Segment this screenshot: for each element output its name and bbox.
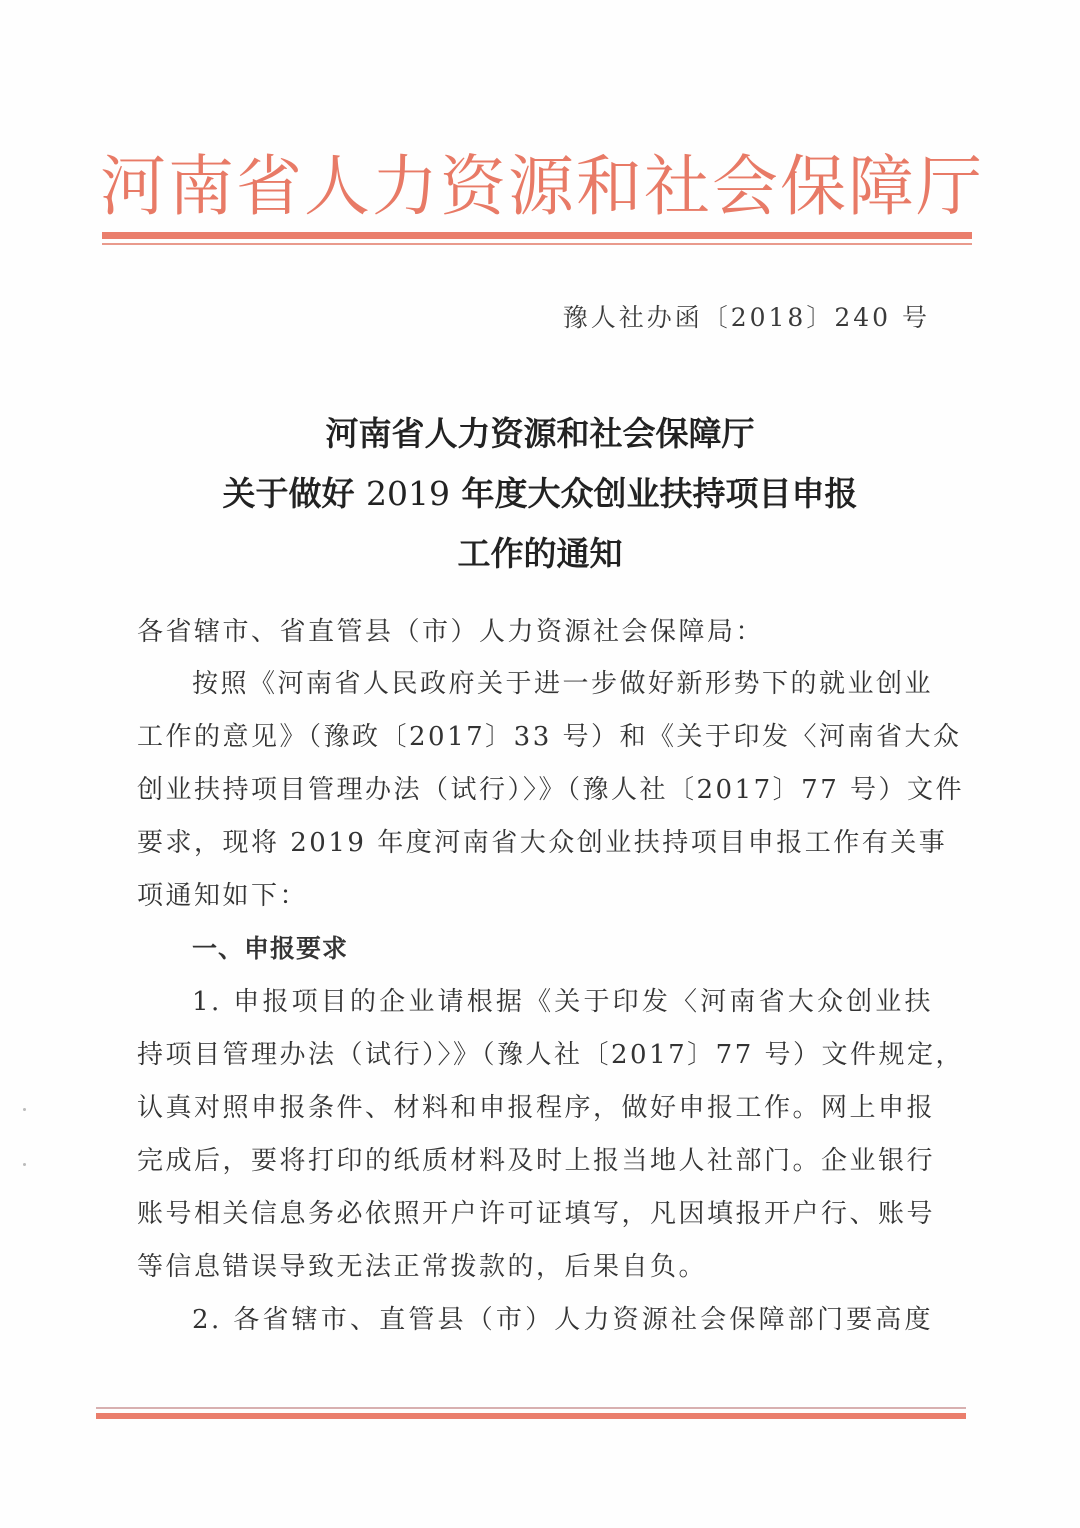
salutation: 各省辖市、省直管县（市）人力资源社会保障局： xyxy=(137,617,765,647)
section-1-heading: 一、申报要求 xyxy=(192,934,349,963)
title-line-3: 工作的通知 xyxy=(457,534,623,573)
item-1-line: 等信息错误导致无法正常拨款的，后果自负。 xyxy=(137,1252,708,1282)
intro-line: 按照《河南省人民政府关于进一步做好新形势下的就业创业 xyxy=(192,669,934,699)
item-1-line: 完成后，要将打印的纸质材料及时上报当地人社部门。企业银行 xyxy=(137,1146,936,1176)
title-line-2-post: 年度大众创业扶持项目申报 xyxy=(449,474,858,513)
footer-rule-thick xyxy=(96,1413,966,1419)
item-2-line: 2. 各省辖市、直管县（市）人力资源社会保障部门要高度 xyxy=(192,1305,933,1335)
title-line-1: 河南省人力资源和社会保障厅 xyxy=(325,414,755,453)
item-1-line: 账号相关信息务必依照开户许可证填写，凡因填报开户行、账号 xyxy=(137,1199,936,1229)
item-1-line: 1. 申报项目的企业请根据《关于印发〈河南省大众创业扶 xyxy=(192,987,933,1017)
item-1-line: 持项目管理办法（试行）〉》（豫人社〔2017〕77 号）文件规定， xyxy=(137,1040,965,1070)
intro-line: 要求，现将 2019 年度河南省大众创业扶持项目申报工作有关事 xyxy=(137,828,948,858)
scan-speck xyxy=(23,1163,26,1166)
footer-rule-thin xyxy=(96,1407,966,1409)
intro-line: 创业扶持项目管理办法（试行）〉》（豫人社〔2017〕77 号）文件 xyxy=(137,775,965,805)
item-1-line: 认真对照申报条件、材料和申报程序，做好申报工作。网上申报 xyxy=(137,1093,936,1123)
title-line-2 xyxy=(0,468,1080,515)
letterhead-rule-thick xyxy=(102,232,972,239)
scan-speck xyxy=(23,1108,26,1111)
title-year: 2019 xyxy=(366,474,450,513)
document-number: 豫人社办函〔2018〕240 号 xyxy=(562,303,930,332)
intro-line: 工作的意见》（豫政〔2017〕33 号）和《关于印发〈河南省大众 xyxy=(137,722,962,752)
title-line-2-pre: 关于做好 xyxy=(222,474,366,513)
letterhead-rule-thin xyxy=(102,243,972,245)
intro-line: 项通知如下： xyxy=(137,881,309,911)
letterhead-org-name: 河南省人力资源和社会保障厅 xyxy=(100,148,984,225)
